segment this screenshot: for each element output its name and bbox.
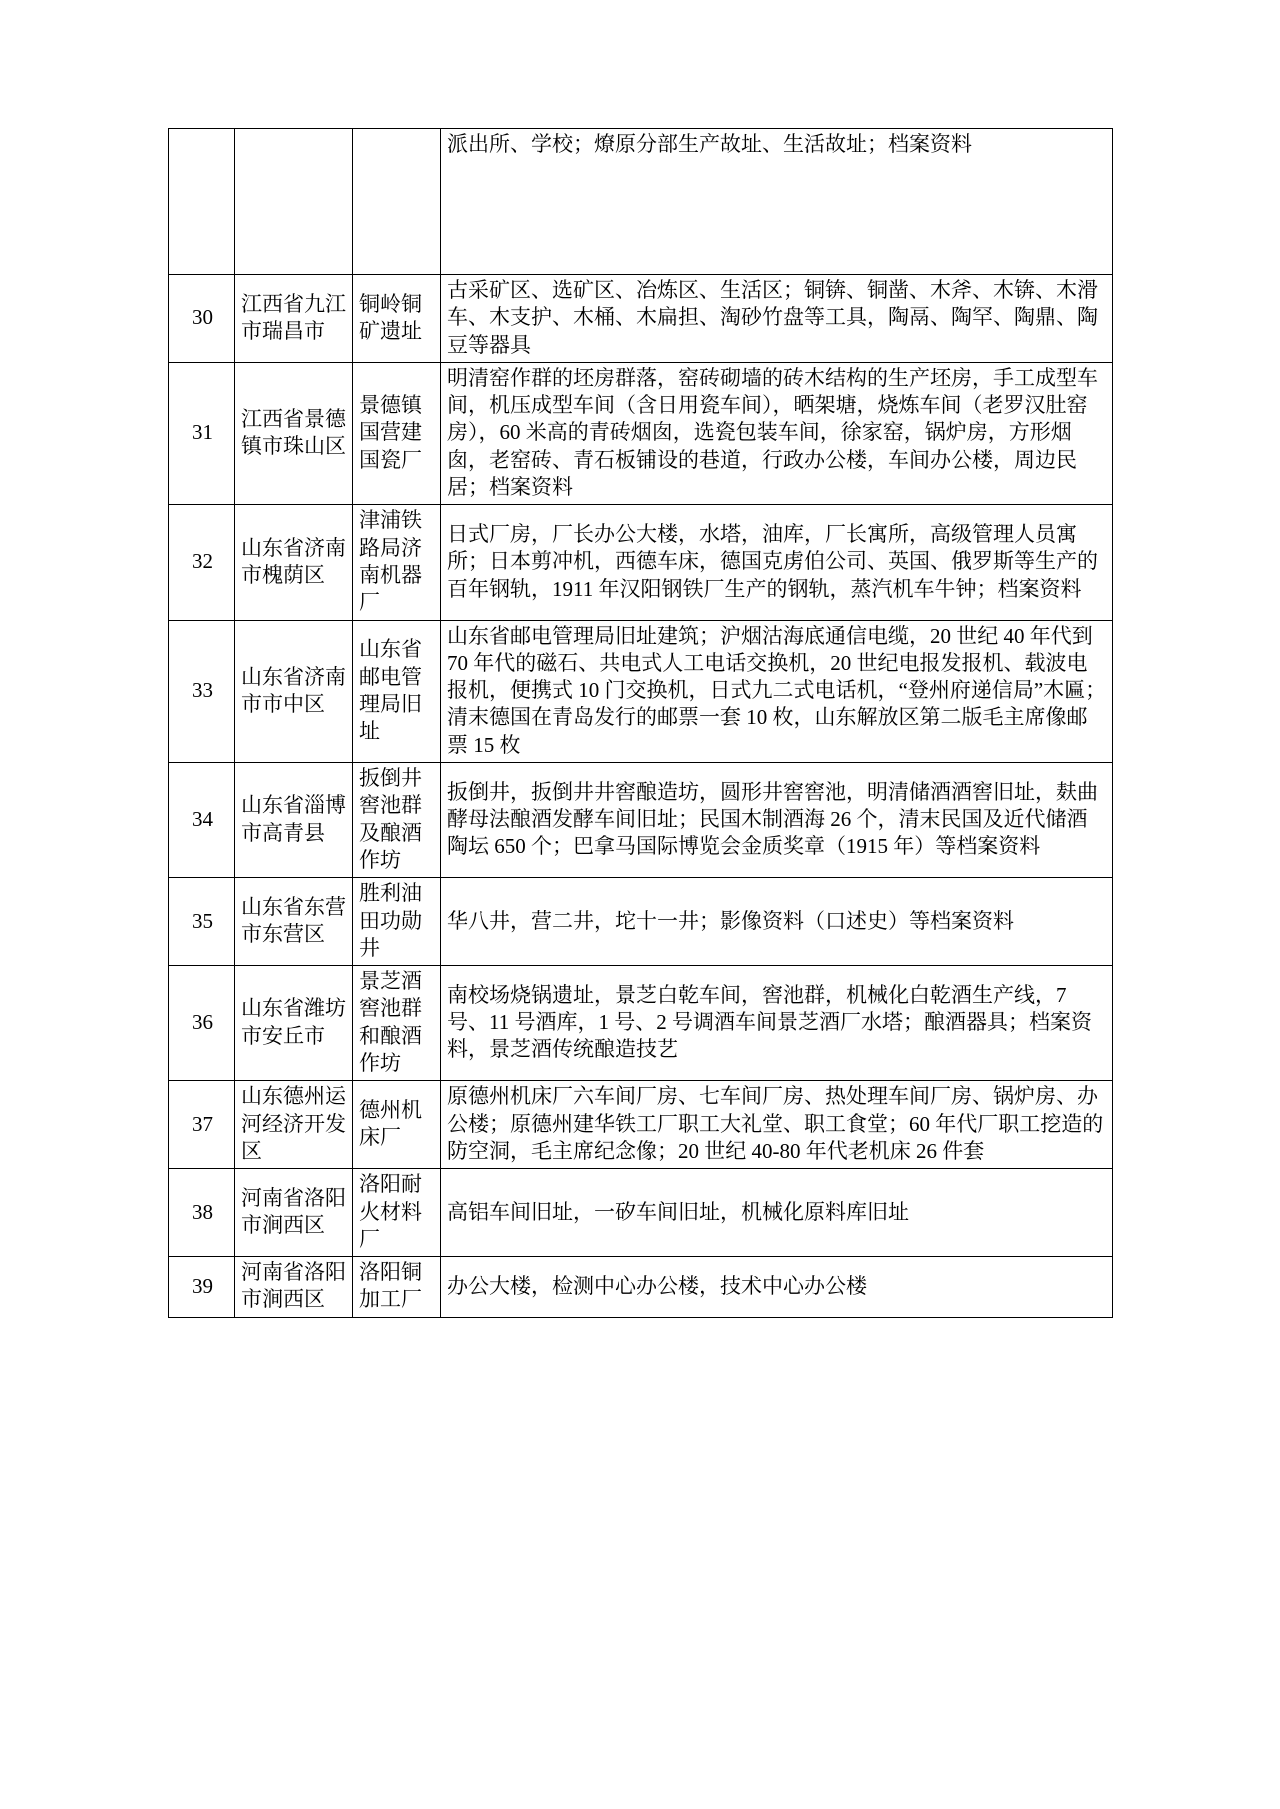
table-row	[169, 1257, 1113, 1318]
heritage-list-table	[168, 128, 1113, 1318]
cell-location: 山东省潍坊市安丘市	[235, 966, 353, 1081]
cell-name: 津浦铁路局济南机器厂	[353, 505, 441, 620]
table-row	[169, 129, 1113, 275]
cell-location: 河南省洛阳市涧西区	[235, 1169, 353, 1257]
cell-name	[353, 129, 441, 275]
cell-location: 河南省洛阳市涧西区	[235, 1257, 353, 1318]
cell-location: 山东省淄博市高青县	[235, 763, 353, 878]
cell-number: 32	[169, 505, 235, 620]
cell-name: 铜岭铜矿遗址	[353, 275, 441, 363]
table-row	[169, 1081, 1113, 1169]
cell-location	[235, 129, 353, 275]
cell-number: 37	[169, 1081, 235, 1169]
cell-location: 山东德州运河经济开发区	[235, 1081, 353, 1169]
cell-description: 扳倒井，扳倒井井窖酿造坊，圆形井窖窖池，明清储酒酒窖旧址，麸曲酵母法酿酒发酵车间旧址；民国木制酒海 26 个，清末民国及近代储酒陶坛 650 个；巴拿马国际博览会金质奖章（1915 年）等档案资料	[441, 763, 1113, 878]
cell-location: 江西省九江市瑞昌市	[235, 275, 353, 363]
cell-description: 古采矿区、选矿区、冶炼区、生活区；铜锛、铜凿、木斧、木锛、木滑车、木支护、木桶、木扁担、淘砂竹盘等工具，陶鬲、陶罕、陶鼎、陶豆等器具	[441, 275, 1113, 363]
cell-location: 山东省济南市市中区	[235, 620, 353, 762]
cell-name: 景德镇国营建国瓷厂	[353, 362, 441, 504]
cell-description: 高铝车间旧址，一矽车间旧址，机械化原料库旧址	[441, 1169, 1113, 1257]
cell-description: 办公大楼，检测中心办公楼，技术中心办公楼	[441, 1257, 1113, 1318]
table-row	[169, 763, 1113, 878]
cell-name: 洛阳耐火材料厂	[353, 1169, 441, 1257]
cell-name: 洛阳铜加工厂	[353, 1257, 441, 1318]
table-row	[169, 620, 1113, 762]
cell-number: 34	[169, 763, 235, 878]
table-row	[169, 1169, 1113, 1257]
table-body	[169, 129, 1113, 1318]
cell-number: 38	[169, 1169, 235, 1257]
cell-number: 36	[169, 966, 235, 1081]
cell-description: 日式厂房，厂长办公大楼，水塔，油库，厂长寓所，高级管理人员寓所；日本剪冲机，西德车床，德国克虏伯公司、英国、俄罗斯等生产的百年钢轨，1911 年汉阳钢铁厂生产的钢轨，蒸汽机车牛钟；档案资料	[441, 505, 1113, 620]
cell-number: 30	[169, 275, 235, 363]
table-row	[169, 966, 1113, 1081]
cell-name: 德州机床厂	[353, 1081, 441, 1169]
cell-description: 原德州机床厂六车间厂房、七车间厂房、热处理车间厂房、锅炉房、办公楼；原德州建华铁工厂职工大礼堂、职工食堂；60 年代厂职工挖造的防空洞，毛主席纪念像；20 世纪 40-80 年代老机床 26 件套	[441, 1081, 1113, 1169]
cell-description: 山东省邮电管理局旧址建筑；沪烟沽海底通信电缆，20 世纪 40 年代到 70 年代的磁石、共电式人工电话交换机，20 世纪电报发报机、载波电报机，便携式 10 门交换机，日式九二式电话机，“登州府递信局”木匾；清末德国在青岛发行的邮票一套 10 枚，山东解放区第二版毛主席像邮票 15 枚	[441, 620, 1113, 762]
cell-number	[169, 129, 235, 275]
cell-number: 31	[169, 362, 235, 504]
cell-number: 39	[169, 1257, 235, 1318]
cell-description: 派出所、学校；燎原分部生产故址、生活故址；档案资料	[441, 129, 1113, 275]
cell-location: 江西省景德镇市珠山区	[235, 362, 353, 504]
cell-number: 35	[169, 878, 235, 966]
cell-name: 胜利油田功勋井	[353, 878, 441, 966]
table-row	[169, 362, 1113, 504]
table-row	[169, 878, 1113, 966]
cell-location: 山东省东营市东营区	[235, 878, 353, 966]
cell-name: 山东省邮电管理局旧址	[353, 620, 441, 762]
cell-name: 扳倒井窖池群及酿酒作坊	[353, 763, 441, 878]
table-row	[169, 275, 1113, 363]
table-row	[169, 505, 1113, 620]
cell-number: 33	[169, 620, 235, 762]
cell-name: 景芝酒窖池群和酿酒作坊	[353, 966, 441, 1081]
cell-location: 山东省济南市槐荫区	[235, 505, 353, 620]
cell-description: 华八井，营二井，坨十一井；影像资料（口述史）等档案资料	[441, 878, 1113, 966]
cell-description: 南校场烧锅遗址，景芝白乾车间，窖池群，机械化白乾酒生产线，7 号、11 号酒库，1 号、2 号调酒车间景芝酒厂水塔；酿酒器具；档案资料，景芝酒传统酿造技艺	[441, 966, 1113, 1081]
cell-description: 明清窑作群的坯房群落，窑砖砌墙的砖木结构的生产坯房，手工成型车间，机压成型车间（含日用瓷车间），晒架塘，烧炼车间（老罗汉肚窑房），60 米高的青砖烟囱，选瓷包装车间，徐家窑，锅炉房，方形烟囱，老窑砖、青石板铺设的巷道，行政办公楼，车间办公楼，周边民居；档案资料	[441, 362, 1113, 504]
